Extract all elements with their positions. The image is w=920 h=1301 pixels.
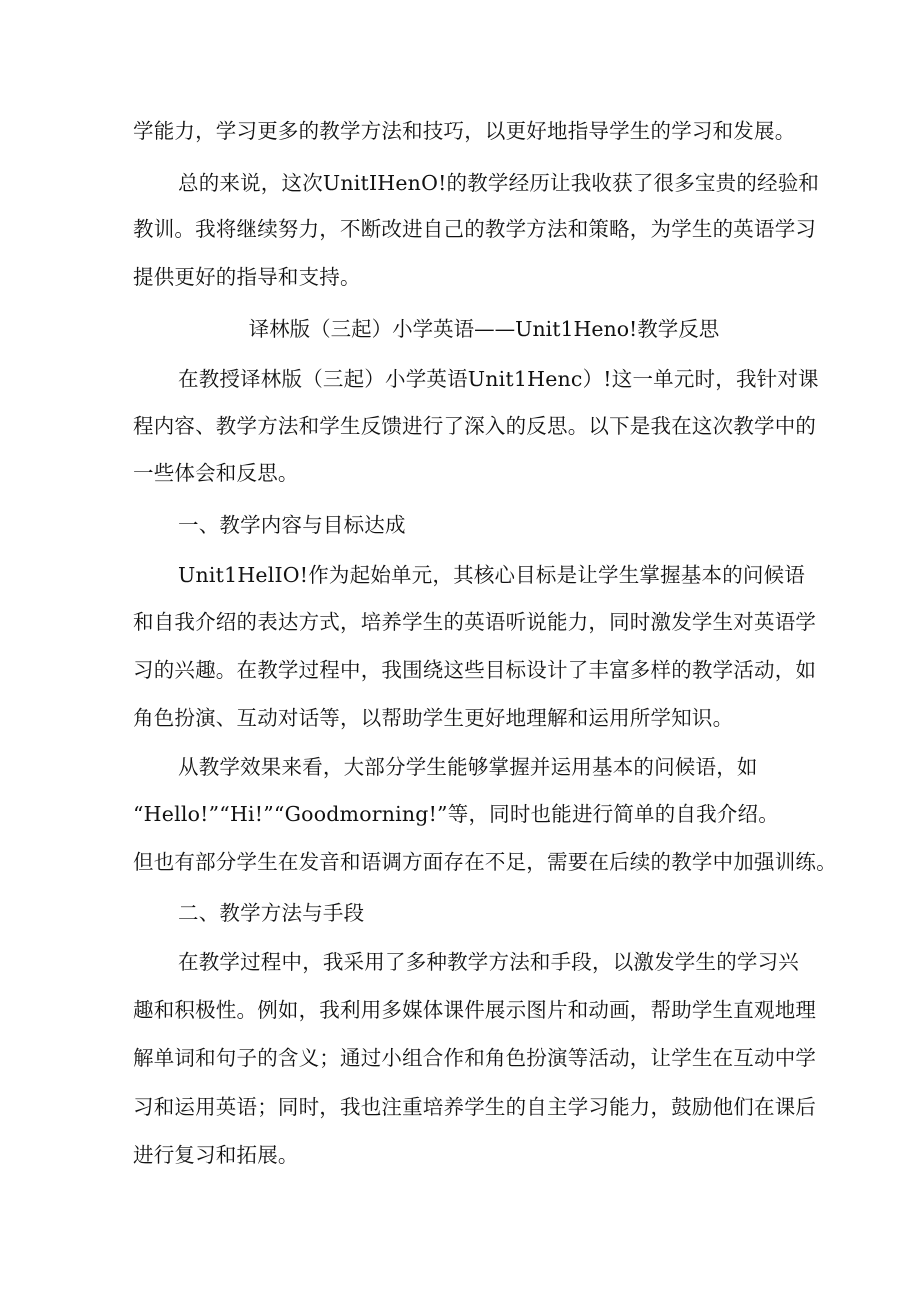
continuation-line: 学能力，学习更多的教学方法和技巧，以更好地指导学生的学习和发展。 <box>133 119 796 143</box>
heading-content-goals: 一、教学内容与目标达成 <box>178 513 406 537</box>
text-line: 总的来说，这次UnitIHenO!的教学经历让我收获了很多宝贵的经验和 <box>178 171 820 195</box>
text-line: 在教学过程中，我采用了多种教学方法和手段，以激发学生的学习兴 <box>178 950 799 974</box>
text-line: 趣和积极性。例如，我利用多媒体课件展示图片和动画，帮助学生直观地理 <box>133 998 817 1022</box>
text-line: 在教授译林版（三起）小学英语Unit1Henc）!这一单元时，我针对课 <box>178 367 819 391</box>
text-line: 程内容、教学方法和学生反馈进行了深入的反思。以下是我在这次教学中的 <box>133 414 817 438</box>
section-title <box>0 315 920 343</box>
text-line: 但也有部分学生在发音和语调方面存在不足，需要在后续的教学中加强训练。 <box>133 850 837 874</box>
text-line: “Hello!”“Hi!”“Goodmorning!”等，同时也能进行简单的自我介绍。 <box>133 802 779 826</box>
heading-methods: 二、教学方法与手段 <box>178 901 365 925</box>
text-line: 习和运用英语；同时，我也注重培养学生的自主学习能力，鼓励他们在课后 <box>133 1095 817 1119</box>
text-line: 习的兴趣。在教学过程中，我围绕这些目标设计了丰富多样的教学活动，如 <box>133 658 817 682</box>
text-line: 提供更好的指导和支持。 <box>133 265 361 289</box>
text-line: 进行复习和拓展。 <box>133 1143 299 1167</box>
text-line: 角色扮演、互动对话等，以帮助学生更好地理解和运用所学知识。 <box>133 706 734 730</box>
text-line: Unit1HelIO!作为起始单元，其核心目标是让学生掌握基本的问候语 <box>178 563 806 587</box>
text-line: 一些体会和反思。 <box>133 461 299 485</box>
text-line: 教训。我将继续努力，不断改进自己的教学方法和策略，为学生的英语学习 <box>133 217 817 241</box>
text-line: 和自我介绍的表达方式，培养学生的英语听说能力，同时激发学生对英语学 <box>133 610 817 634</box>
text-line: 从教学效果来看，大部分学生能够掌握并运用基本的问候语，如 <box>178 755 758 779</box>
text-line: 解单词和句子的含义；通过小组合作和角色扮演等活动，让学生在互动中学 <box>133 1046 817 1070</box>
section-title-text: 译林版（三起）小学英语——Unit1Heno!教学反思 <box>248 317 720 341</box>
